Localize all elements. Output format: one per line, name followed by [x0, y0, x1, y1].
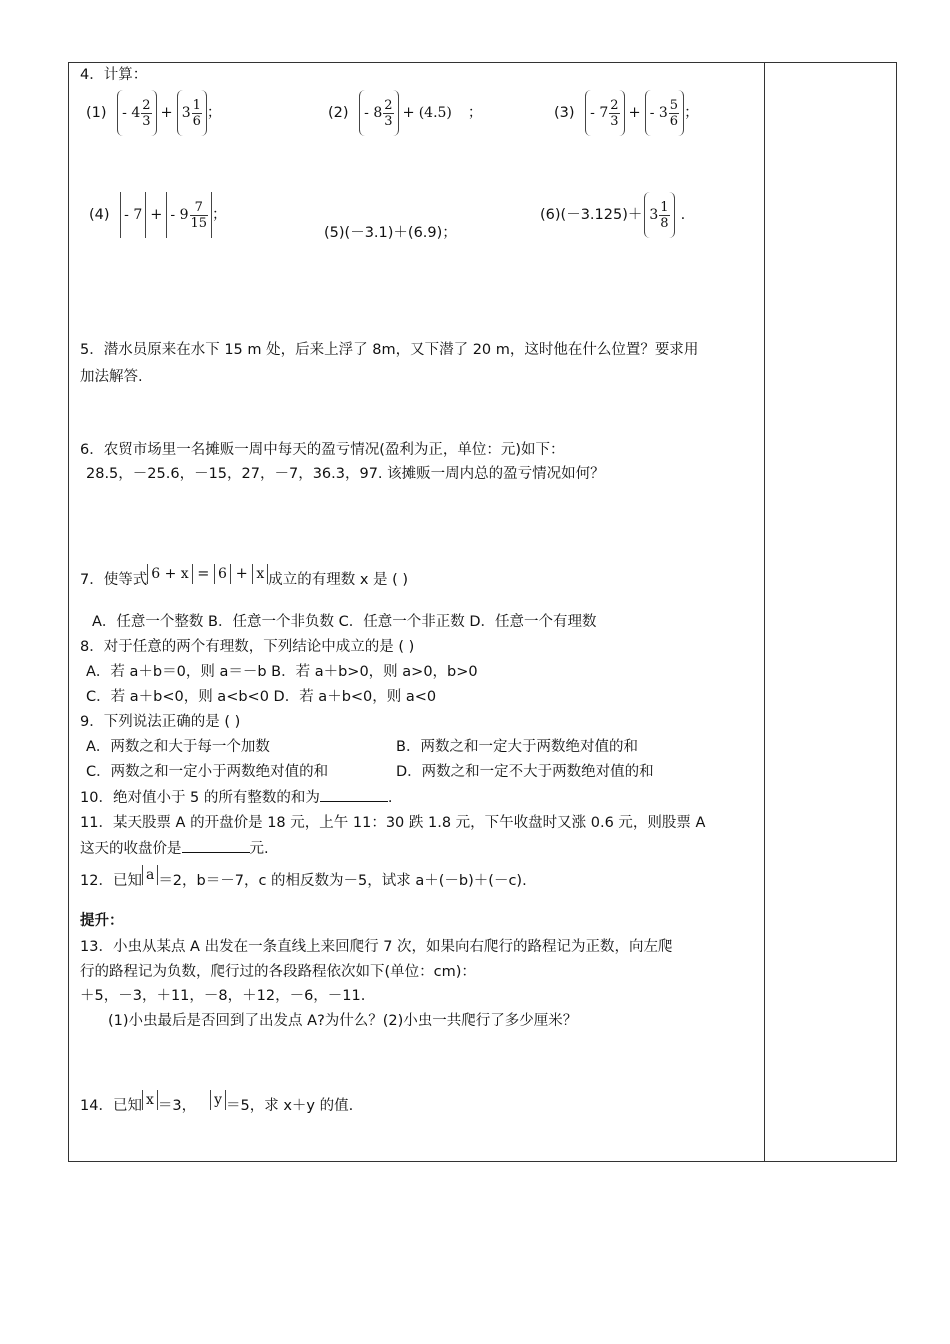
q13-line-4: (1)小虫最后是否回到了出发点 A?为什么？(2)小虫一共爬行了多少厘米？ [108, 1013, 578, 1029]
q9-option-b: B．两数之和一定大于两数绝对值的和 [396, 739, 638, 755]
q4-problem-3: (3) - 7 $\frac{2}{3}$ + - 3 $\frac{5}{6}$ ； [554, 90, 699, 136]
q8-options-ab: A．若 a＋b＝0，则 a＝－b B．若 a＋b>0，则 a>0，b>0 [86, 664, 478, 680]
q6-line-1: 6．农贸市场里一名摊贩一周中每天的盈亏情况(盈利为正，单位：元)如下： [80, 442, 565, 458]
q4-p4-term2: - 9 $\frac{7}{15}$ [166, 192, 212, 238]
q4-p1-term1: - 4 $\frac{2}{3}$ [117, 90, 156, 136]
q4-p6-term2: 3 $\frac{1}{8}$ [644, 192, 674, 238]
q6-line-2: 28.5，－25.6，－15，27，－7，36.3，97. 该摊贩一周内总的盈亏情况如何？ [86, 466, 605, 482]
q9-option-c: C．两数之和一定小于两数绝对值的和 [86, 764, 329, 780]
q9-option-d: D．两数之和一定不大于两数绝对值的和 [396, 764, 654, 780]
q13-line-3: ＋5，－3，＋11，－8，＋12，－6，－11. [80, 988, 366, 1004]
q4-p1-term2: 3 $\frac{1}{6}$ [177, 90, 207, 136]
q11-line-2: 这天的收盘价是 元. [80, 838, 269, 859]
q4-p3-term1: - 7 $\frac{2}{3}$ [585, 90, 624, 136]
q4-problem-5: (5)(－3.1)＋(6.9)； [324, 225, 457, 241]
q13-line-1: 13．小虫从某点 A 出发在一条直线上来回爬行 7 次，如果向右爬行的路程记为正数，向左爬 [80, 939, 673, 955]
q4-problem-6: (6)(－3.125)＋ 3 $\frac{1}{8}$ . [540, 192, 685, 238]
q8-stem: 8．对于任意的两个有理数，下列结论中成立的是 ( ) [80, 639, 415, 655]
q13-line-2: 行的路程记为负数，爬行过的各段路程依次如下(单位：cm)： [80, 964, 476, 980]
q4-problem-1: (1) - 4 $\frac{2}{3}$ + 3 $\frac{1}{6}$ ； [86, 90, 221, 136]
q10-answer-blank[interactable] [320, 787, 388, 802]
q4-p2-term1: - 8 $\frac{2}{3}$ [359, 90, 398, 136]
q7-stem: 7．使等式 6 + x = 6 + x 成立的有理数 x 是 ( ) [80, 566, 409, 588]
table-column-divider [764, 62, 765, 1162]
q4-p3-term2: - 3 $\frac{5}{6}$ [645, 90, 684, 136]
q4-problem-2: (2) - 8 $\frac{2}{3}$ + (4.5) ； [328, 90, 482, 136]
q7-options: A．任意一个整数 B．任意一个非负数 C．任意一个非正数 D．任意一个有理数 [92, 614, 597, 630]
q11-line-1: 11．某天股票 A 的开盘价是 18 元，上午 11：30 跌 1.8 元，下午收盘时又涨 0.6 元，则股票 A [80, 815, 706, 831]
section-heading: 提升： [80, 913, 124, 929]
q10: 10．绝对值小于 5 的所有整数的和为 . [80, 787, 393, 808]
q5-line-2: 加法解答. [80, 369, 143, 385]
q8-options-cd: C．若 a＋b<0，则 a<b<0 D．若 a＋b<0，则 a<0 [86, 689, 437, 705]
q9-option-a: A．两数之和大于每一个加数 [86, 739, 270, 755]
q9-stem: 9．下列说法正确的是 ( ) [80, 714, 241, 730]
q12: 12．已知 a ＝2，b＝－7，c 的相反数为－5，试求 a＋(－b)＋(－c). [80, 867, 527, 889]
q14: 14．已知 x ＝3， y ＝5，求 x＋y 的值. [80, 1092, 354, 1114]
q5-line-1: 5．潜水员原来在水下 15 m 处，后来上浮了 8m，又下潜了 20 m，这时他在什么位置？要求用 [80, 342, 699, 358]
q4-problem-4: (4) - 7 + - 9 $\frac{7}{15}$ ； [89, 192, 227, 238]
q4-title: 4．计算： [80, 67, 148, 83]
q11-answer-blank[interactable] [182, 838, 250, 853]
